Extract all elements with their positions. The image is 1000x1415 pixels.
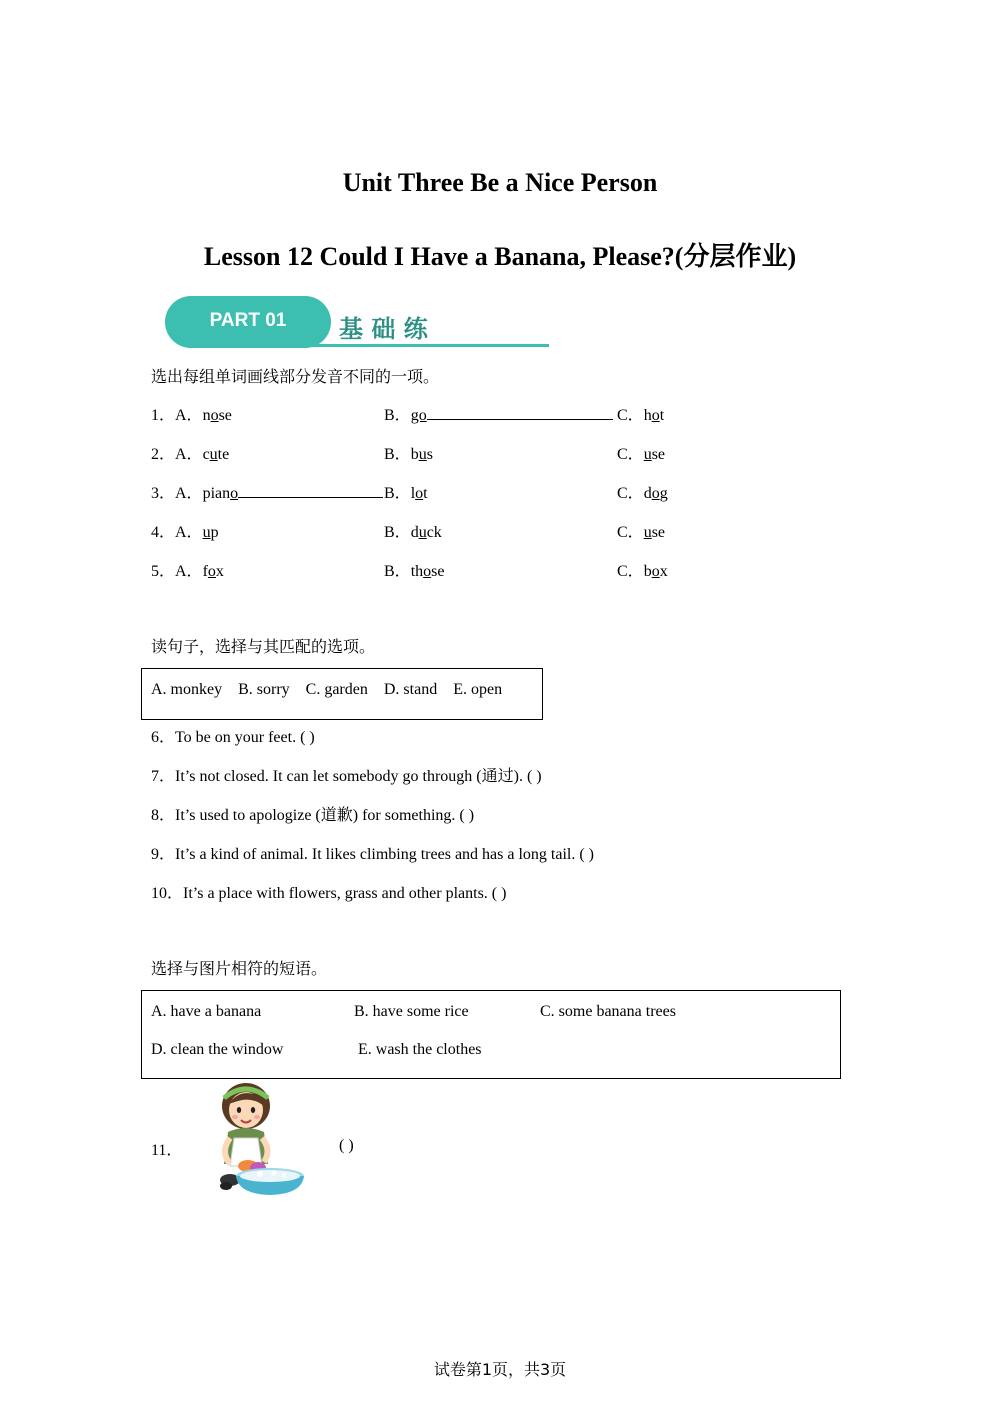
section2-options: A. monkey B. sorry C. garden D. stand E. open [151,681,503,698]
washing-clothes-illustration [208,1080,308,1198]
option-d: D. clean the window [151,1041,284,1058]
option-a [151,558,224,581]
word-part: se [651,524,666,541]
word-part: t [423,485,428,502]
option-c [617,441,665,464]
underlined-part: o [210,407,219,424]
word-part: d [643,485,652,502]
option-label: C． [617,524,644,541]
option-c: C. some banana trees [540,1003,676,1020]
question-10: 10．It’s a place with flowers, grass and other plants. ( ) [151,885,507,902]
option-label: B． [384,407,411,424]
word-part: x [659,563,668,580]
word-part: te [217,446,230,463]
question-number: 2．A． [151,446,203,463]
option-e: E. wash the clothes [358,1041,482,1058]
word-part: b [410,446,419,463]
question-2-row [151,441,851,465]
underlined-part: o [207,563,216,580]
section2-instruction: 读句子，选择与其匹配的选项。 [151,637,376,656]
word-part: h [643,407,652,424]
option-b [384,480,428,503]
option-b [384,402,613,425]
word-part: se [218,407,232,424]
option-c [617,480,668,503]
option-label: B． [384,524,411,541]
underlined-part: o [423,563,432,580]
part-badge-label: PART 01 [209,310,287,331]
option-b [384,441,433,464]
underline-rule [238,483,383,498]
option-a: A. have a banana [151,1003,262,1020]
underlined-part: u [209,446,218,463]
word-part: g [659,485,668,502]
word-part: p [210,524,219,541]
section2-option-box [141,668,543,720]
banner-underline [305,344,549,347]
section3-option-box [141,990,841,1079]
underlined-part: o [651,485,660,502]
word-part: b [643,563,652,580]
option-label: C． [617,407,644,424]
word-part: l [410,485,416,502]
page-title: Unit Three Be a Nice Person [342,168,658,197]
underlined-part: u [418,524,427,541]
underlined-part: u [202,524,211,541]
option-b [384,519,442,542]
question-4-row [151,519,851,543]
question-number: 1．A． [151,407,203,424]
option-label: B． [384,485,411,502]
option-label: C． [617,485,644,502]
part-banner [165,296,550,350]
word-part: th [410,563,424,580]
word-part: pian [202,485,231,502]
page-footer: 试卷第1页，共3页 [433,1360,567,1379]
underlined-part: u [418,446,427,463]
underlined-part: o [230,485,239,502]
word-part: ck [426,524,442,541]
question-6: 6．To be on your feet. ( ) [151,729,315,746]
word-part: x [215,563,224,580]
question-9: 9．It’s a kind of animal. It likes climbing trees and has a long tail. ( ) [151,846,595,863]
question-number: 4．A． [151,524,203,541]
part-label: 基 础 练 [339,315,428,343]
part-badge [165,296,331,348]
lesson-title: Lesson 12 Could I Have a Banana, Please?(分层作业) [203,242,797,271]
option-a [151,519,219,542]
underline-rule [427,405,613,420]
option-label: C． [617,446,644,463]
option-a [151,441,229,464]
option-label: B． [384,446,411,463]
section3-instruction: 选择与图片相符的短语。 [151,959,328,978]
underlined-part: o [415,485,424,502]
question-number: 3．A． [151,485,203,502]
question-11-number: 11． [151,1142,183,1159]
question-1-row [151,402,851,426]
option-label: B． [384,563,411,580]
word-part: s [426,446,433,463]
word-part: f [202,563,208,580]
question-7: 7．It’s not closed. It can let somebody go through (通过). ( ) [151,768,542,785]
question-number: 5．A． [151,563,203,580]
option-label: C． [617,563,644,580]
option-c [617,402,664,425]
option-a [151,480,383,503]
option-c [617,519,665,542]
underlined-part: o [651,407,660,424]
question-3-row [151,480,851,504]
word-part: se [431,563,445,580]
option-a [151,402,232,425]
question-8: 8．It’s used to apologize (道歉) for something. ( ) [151,807,475,824]
underlined-part: o [651,563,660,580]
word-part: n [202,407,211,424]
question-5-row [151,558,851,582]
word-part: d [410,524,419,541]
section1-instruction: 选出每组单词画线部分发音不同的一项。 [151,367,440,386]
question-11-blank: ( ) [339,1137,354,1154]
option-c [617,558,668,581]
option-b: B. have some rice [354,1003,469,1020]
word-part: c [202,446,210,463]
word-part: t [659,407,665,424]
word-part: se [651,446,666,463]
option-b [384,558,444,581]
underlined-part: go [410,407,427,424]
underlined-part: u [643,524,652,541]
underlined-part: u [643,446,652,463]
